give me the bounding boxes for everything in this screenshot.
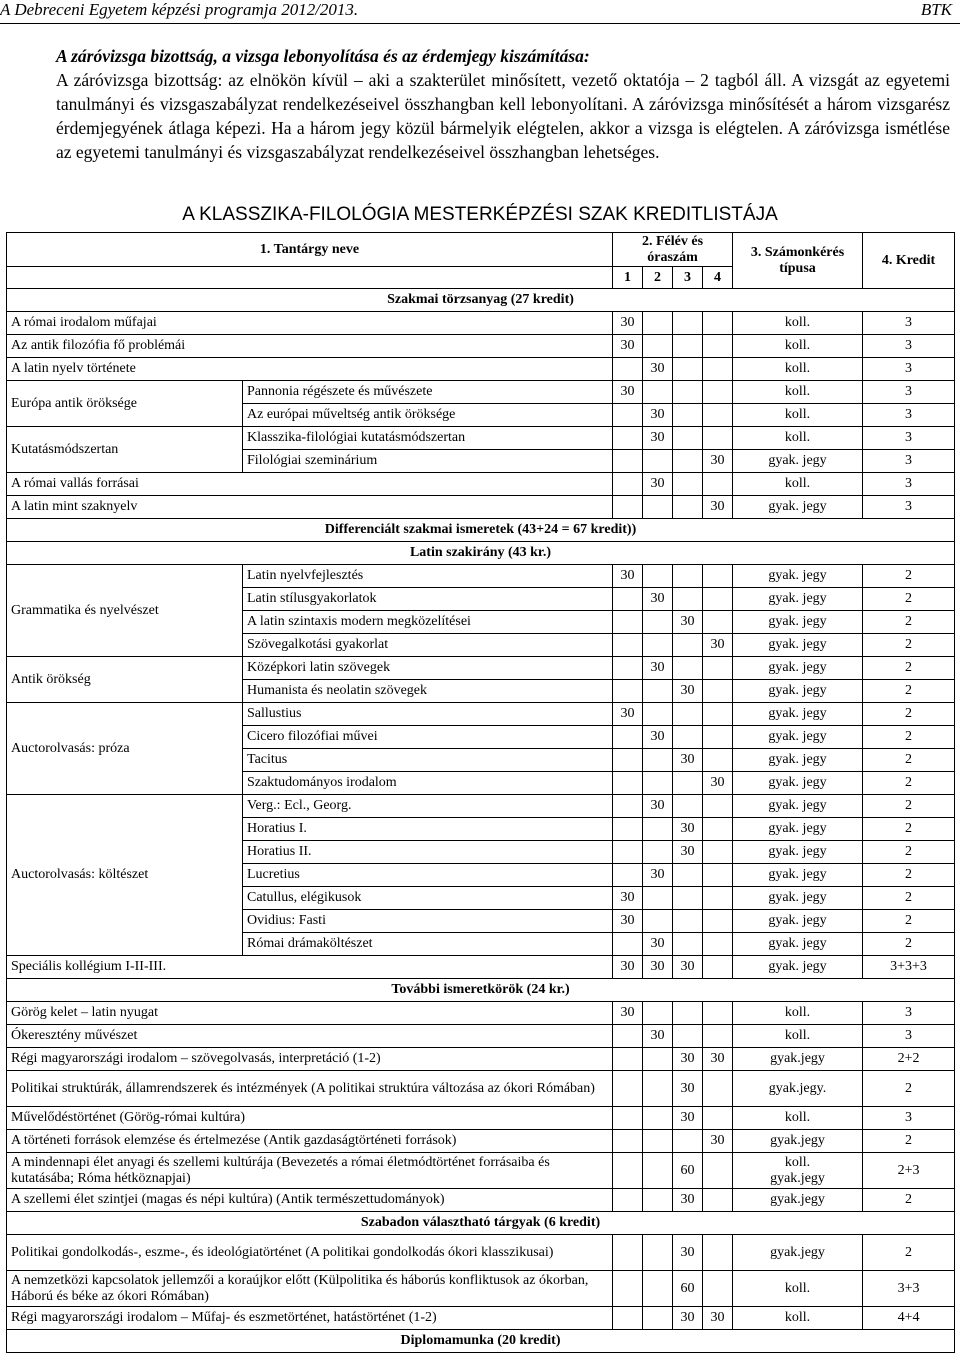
group-label: Auctorolvasás: próza	[7, 703, 243, 795]
table-header-row	[7, 233, 955, 267]
subject-name: A mindennapi élet anyagi és szellemi kultúrája (Bevezetés a római életmódtörténet forrásaiba és kutatásába; Róma hétköznapjai)	[7, 1153, 613, 1189]
subject-name: Középkori latin szövegek	[243, 657, 613, 680]
table-row: Tacitus 30 gyak. jegy 2	[7, 749, 955, 772]
semester-2: 2	[643, 267, 673, 289]
subject-name: Ovidius: Fasti	[243, 910, 613, 933]
subject-name: A római irodalom műfajai	[7, 312, 613, 335]
section-title: Szabadon választható tárgyak (6 kredit)	[7, 1212, 955, 1235]
subject-name: Politikai struktúrák, államrendszerek és intézmények (A politikai struktúra változása az ókori Rómában)	[7, 1071, 613, 1107]
section-row	[7, 1330, 955, 1353]
document-title: A KLASSZIKA-FILOLÓGIA MESTERKÉPZÉSI SZAK KREDITLISTÁJA	[182, 204, 778, 225]
table-row: A mindennapi élet anyagi és szellemi kultúrája (Bevezetés a római életmódtörténet forrásaiba és kutatásába; Róma hétköznapjai) 60 koll. gyak.jegy 2+3	[7, 1153, 955, 1189]
table-row: Politikai gondolkodás-, eszme-, és ideológiatörténet (A politikai gondolkodás ókori klasszikusai) 30 gyak.jegy 2	[7, 1235, 955, 1271]
section-subtitle: Latin szakirány (43 kr.)	[7, 542, 955, 565]
table-row: Speciális kollégium I-II-III. 30 30 30 gyak. jegy 3+3+3	[7, 956, 955, 979]
subject-name: Szövegalkotási gyakorlat	[243, 634, 613, 657]
subject-name: Politikai gondolkodás-, eszme-, és ideológiatörténet (A politikai gondolkodás ókori klasszikusai)	[7, 1235, 613, 1271]
table-row: A latin mint szaknyelv 30 gyak. jegy 3	[7, 496, 955, 519]
subject-name: Pannonia régészete és művészete	[243, 381, 613, 404]
semester-4: 4	[703, 267, 733, 289]
subject-name: Latin nyelvfejlesztés	[243, 565, 613, 588]
header-rule	[0, 23, 960, 24]
section-row	[7, 519, 955, 542]
section-row	[7, 1212, 955, 1235]
table-row: A római irodalom műfajai 30 koll. 3	[7, 312, 955, 335]
table-row: A nemzetközi kapcsolatok jellemzői a koraújkor előtt (Külpolitika és háborús konfliktusok az ókorban, Háború és béke az ókori Rómában) 60 koll. 3+3	[7, 1271, 955, 1307]
table-row: Latin stílusgyakorlatok 30 gyak. jegy 2	[7, 588, 955, 611]
table-row: Filológiai szeminárium 30 gyak. jegy 3	[7, 450, 955, 473]
table-row: Horatius II. 30 gyak. jegy 2	[7, 841, 955, 864]
table-row: Szaktudományos irodalom 30 gyak. jegy 2	[7, 772, 955, 795]
section-title: További ismeretkörök (24 kr.)	[7, 979, 955, 1002]
subject-name: Humanista és neolatin szövegek	[243, 680, 613, 703]
header-exam-type: 3. Számonkérés típusa	[733, 233, 863, 289]
table-row: Horatius I. 30 gyak. jegy 2	[7, 818, 955, 841]
table-row: Az antik filozófia fő problémái 30 koll. 3	[7, 335, 955, 358]
table-row: Politikai struktúrák, államrendszerek és intézmények (A politikai struktúra változása az ókori Rómában) 30 gyak.jegy. 2	[7, 1071, 955, 1107]
table-row: Európa antik öröksége Pannonia régészete és művészete 30 koll. 3	[7, 381, 955, 404]
section-row	[7, 542, 955, 565]
table-row: Grammatika és nyelvészet Latin nyelvfejlesztés 30 gyak. jegy 2	[7, 565, 955, 588]
table-row: A latin nyelv története 30 koll. 3	[7, 358, 955, 381]
subject-name: Catullus, elégikusok	[243, 887, 613, 910]
intro-section	[56, 44, 950, 164]
credit-table-wrapper	[6, 232, 954, 1368]
group-label: Grammatika és nyelvészet	[7, 565, 243, 657]
header-left: A Debreceni Egyetem képzési programja 2012/2013.	[0, 0, 359, 19]
subject-name: Verg.: Ecl., Georg.	[243, 795, 613, 818]
page-header	[0, 0, 960, 22]
subject-name: Régi magyarországi irodalom – Műfaj- és eszmetörténet, hatástörténet (1-2)	[7, 1307, 613, 1330]
header-right: BTK	[920, 0, 952, 19]
subject-name: A történeti források elemzése és értelmezése (Antik gazdaságtörténeti források)	[7, 1130, 613, 1153]
table-row: Művelődéstörténet (Görög-római kultúra) 30 koll. 3	[7, 1107, 955, 1130]
table-row: Humanista és neolatin szövegek 30 gyak. jegy 2	[7, 680, 955, 703]
subject-name: Szaktudományos irodalom	[243, 772, 613, 795]
subject-name: Ókeresztény művészet	[7, 1025, 613, 1048]
table-row: Görög kelet – latin nyugat 30 koll. 3	[7, 1002, 955, 1025]
subject-name: Görög kelet – latin nyugat	[7, 1002, 613, 1025]
table-row: A latin szintaxis modern megközelítései 30 gyak. jegy 2	[7, 611, 955, 634]
group-label: Antik örökség	[7, 657, 243, 703]
section-title: Differenciált szakmai ismeretek (43+24 = 67 kredit))	[7, 519, 955, 542]
table-row: Antik örökség Középkori latin szövegek 30 gyak. jegy 2	[7, 657, 955, 680]
section-title: Szakmai törzsanyag (27 kredit)	[7, 289, 955, 312]
subject-name: A római vallás forrásai	[7, 473, 613, 496]
group-label: Auctorolvasás: költészet	[7, 795, 243, 956]
table-row: Régi magyarországi irodalom – szövegolvasás, interpretáció (1-2) 30 30 gyak.jegy 2+2	[7, 1048, 955, 1071]
intro-title: A záróvizsga bizottság, a vizsga lebonyolítása és az érdemjegy kiszámítása:	[56, 46, 590, 66]
table-row: Ovidius: Fasti 30 gyak. jegy 2	[7, 910, 955, 933]
subject-name: A nemzetközi kapcsolatok jellemzői a koraújkor előtt (Külpolitika és háborús konfliktusok az ókorban, Háború és béke az ókori Rómában)	[7, 1271, 613, 1307]
subject-name: Régi magyarországi irodalom – szövegolvasás, interpretáció (1-2)	[7, 1048, 613, 1071]
subject-name: Sallustius	[243, 703, 613, 726]
header-credit: 4. Kredit	[863, 233, 955, 289]
table-row: Szövegalkotási gyakorlat 30 gyak. jegy 2	[7, 634, 955, 657]
subject-name: Művelődéstörténet (Görög-római kultúra)	[7, 1107, 613, 1130]
subject-name: Tacitus	[243, 749, 613, 772]
subject-name: Az antik filozófia fő problémái	[7, 335, 613, 358]
subject-name: Speciális kollégium I-II-III.	[7, 956, 613, 979]
subject-name: Római drámaköltészet	[243, 933, 613, 956]
subject-name: A latin mint szaknyelv	[7, 496, 613, 519]
semester-1: 1	[613, 267, 643, 289]
subject-name: Latin stílusgyakorlatok	[243, 588, 613, 611]
table-row: Az európai műveltség antik öröksége 30 koll. 3	[7, 404, 955, 427]
subject-name: Horatius II.	[243, 841, 613, 864]
subject-name: Cicero filozófiai művei	[243, 726, 613, 749]
table-row: Lucretius 30 gyak. jegy 2	[7, 864, 955, 887]
table-row: Római drámaköltészet 30 gyak. jegy 2	[7, 933, 955, 956]
credit-table	[6, 232, 955, 1353]
subject-name: Klasszika-filológiai kutatásmódszertan	[243, 427, 613, 450]
table-row: Auctorolvasás: költészet Verg.: Ecl., Georg. 30 gyak. jegy 2	[7, 795, 955, 818]
subject-name: A szellemi élet szintjei (magas és népi kultúra) (Antik természettudományok)	[7, 1189, 613, 1212]
table-row: Kutatásmódszertan Klasszika-filológiai kutatásmódszertan 30 koll. 3	[7, 427, 955, 450]
section-title: Diplomamunka (20 kredit)	[7, 1330, 955, 1353]
subject-name: A latin szintaxis modern megközelítései	[243, 611, 613, 634]
subject-name: Az európai műveltség antik öröksége	[243, 404, 613, 427]
table-row: A történeti források elemzése és értelmezése (Antik gazdaságtörténeti források) 30 gyak.jegy 2	[7, 1130, 955, 1153]
table-row: Catullus, elégikusok 30 gyak. jegy 2	[7, 887, 955, 910]
header-subject-name: 1. Tantárgy neve	[7, 233, 613, 267]
subject-name: A latin nyelv története	[7, 358, 613, 381]
header-semester: 2. Félév és óraszám	[613, 233, 733, 267]
section-row	[7, 979, 955, 1002]
subject-name: Filológiai szeminárium	[243, 450, 613, 473]
group-label: Kutatásmódszertan	[7, 427, 243, 473]
table-row: A szellemi élet szintjei (magas és népi kultúra) (Antik természettudományok) 30 gyak.jegy 2	[7, 1189, 955, 1212]
table-row: A római vallás forrásai 30 koll. 3	[7, 473, 955, 496]
table-row: Cicero filozófiai művei 30 gyak. jegy 2	[7, 726, 955, 749]
semester-3: 3	[673, 267, 703, 289]
subject-name: Horatius I.	[243, 818, 613, 841]
group-label: Európa antik öröksége	[7, 381, 243, 427]
table-row: Régi magyarországi irodalom – Műfaj- és eszmetörténet, hatástörténet (1-2) 30 30 koll. 4+4	[7, 1307, 955, 1330]
subject-name: Lucretius	[243, 864, 613, 887]
intro-paragraph: A záróvizsga bizottság: az elnökön kívül – aki a szakterület minősített, vezető oktatója – 2 tagból áll. A vizsgát az egyetemi tanulmányi és vizsgaszabályzat rendelkezéseivel összhangban kell lebonyolítani. A záróvizsga minősítését a három vizsgarész érdemjegyének átlaga képezi. Ha a három jegy közül bármelyik elégtelen, akkor a vizsga is elégtelen. A záróvizsga ismétlése az egyetemi tanulmányi és vizsgaszabályzat rendelkezéseivel összhangban lehetséges.	[56, 70, 950, 162]
table-row: Ókeresztény művészet 30 koll. 3	[7, 1025, 955, 1048]
table-row: Auctorolvasás: próza Sallustius 30 gyak. jegy 2	[7, 703, 955, 726]
section-row	[7, 289, 955, 312]
